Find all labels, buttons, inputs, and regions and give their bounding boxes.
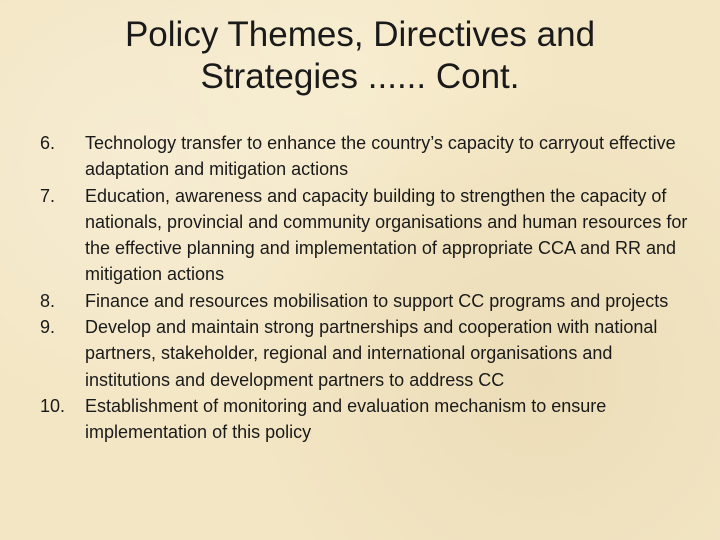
list-item-number: 9. bbox=[40, 317, 56, 338]
list-item-number: 10. bbox=[40, 395, 66, 416]
list-item-number: 6. bbox=[40, 133, 56, 153]
list-item-text: Develop and maintain strong partnerships and cooperation with national partners, stakeholder, regional and international organisations and institutions and development partners to address CC bbox=[85, 317, 658, 390]
slide-title bbox=[60, 14, 660, 98]
list-item-number: 8. bbox=[40, 290, 56, 311]
list-item-9 bbox=[40, 314, 688, 393]
policy-list bbox=[40, 130, 688, 446]
list-item-6 bbox=[40, 130, 688, 183]
list-item-text: Finance and resources mobilisation to support CC programs and projects bbox=[85, 290, 669, 311]
title-line-1: Policy Themes, Directives and bbox=[124, 15, 596, 54]
list-item-text: Establishment of monitoring and evaluation mechanism to ensure implementation of this policy bbox=[85, 395, 607, 443]
list-item-text: Education, awareness and capacity building to strengthen the capacity of nationals, provincial and community organisations and human resources for the effective planning and implementation of appropriate CCA and RR and mitigation actions bbox=[85, 185, 688, 285]
list-item-8 bbox=[40, 288, 688, 314]
list-item-text: Technology transfer to enhance the country’s capacity to carryout effective adaptation and mitigation actions bbox=[85, 133, 676, 180]
list-item-10 bbox=[40, 393, 688, 446]
list-item-7 bbox=[40, 183, 688, 288]
list-item-number: 7. bbox=[40, 185, 56, 206]
title-line-2: Strategies ...... Cont. bbox=[200, 57, 520, 96]
